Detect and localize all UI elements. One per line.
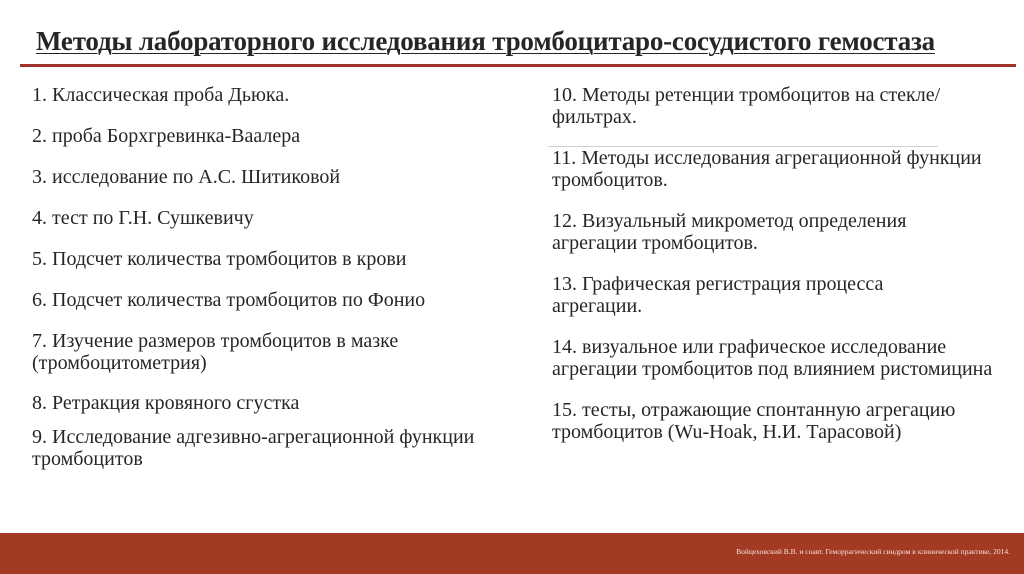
footer-citation: Войцеховский В.В. и соавт. Геморрагический синдром в клинической практике, 2014. [736,547,1010,556]
list-item-13: 13. Графическая регистрация процесса агрегации. [552,273,884,317]
list-item-5: 5. Подсчет количества тромбоцитов в крови [32,248,407,270]
list-item-4: 4. тест по Г.Н. Сушкевичу [32,207,254,229]
list-item-8: 8. Ретракция кровяного сгустка [32,392,300,414]
list-item-12: 12. Визуальный микрометод определения агрегации тромбоцитов. [552,210,907,254]
left-methods-list [32,84,532,470]
list-item-3: 3. исследование по А.С. Шитиковой [32,166,341,188]
list-item-9: 9. Исследование адгезивно-агрегационной функции тромбоцитов [32,426,475,470]
list-item-14: 14. визуальное или графическое исследование агрегации тромбоцитов под влиянием ристомицина [552,336,993,380]
list-item-1: 1. Классическая проба Дьюка. [32,84,290,106]
list-item-7: 7. Изучение размеров тромбоцитов в мазке (тромбоцитометрия) [32,330,399,374]
right-methods-list [552,84,1022,443]
list-item-15: 15. тесты, отражающие спонтанную агрегацию тромбоцитов (Wu-Hoak, Н.И. Тарасовой) [552,399,956,443]
slide-title: Методы лабораторного исследования тромбоцитаро-сосудистого гемостаза [36,26,935,56]
list-item-11: 11. Методы исследования агрегационной функции тромбоцитов. [552,147,982,191]
list-item-10: 10. Методы ретенции тромбоцитов на стекле/фильтрах. [552,84,941,128]
list-item-6: 6. Подсчет количества тромбоцитов по Фонио [32,289,426,311]
title-divider [20,64,1016,67]
list-item-2: 2. проба Борхгревинка-Ваалера [32,125,301,147]
footer-bar [0,533,1024,574]
